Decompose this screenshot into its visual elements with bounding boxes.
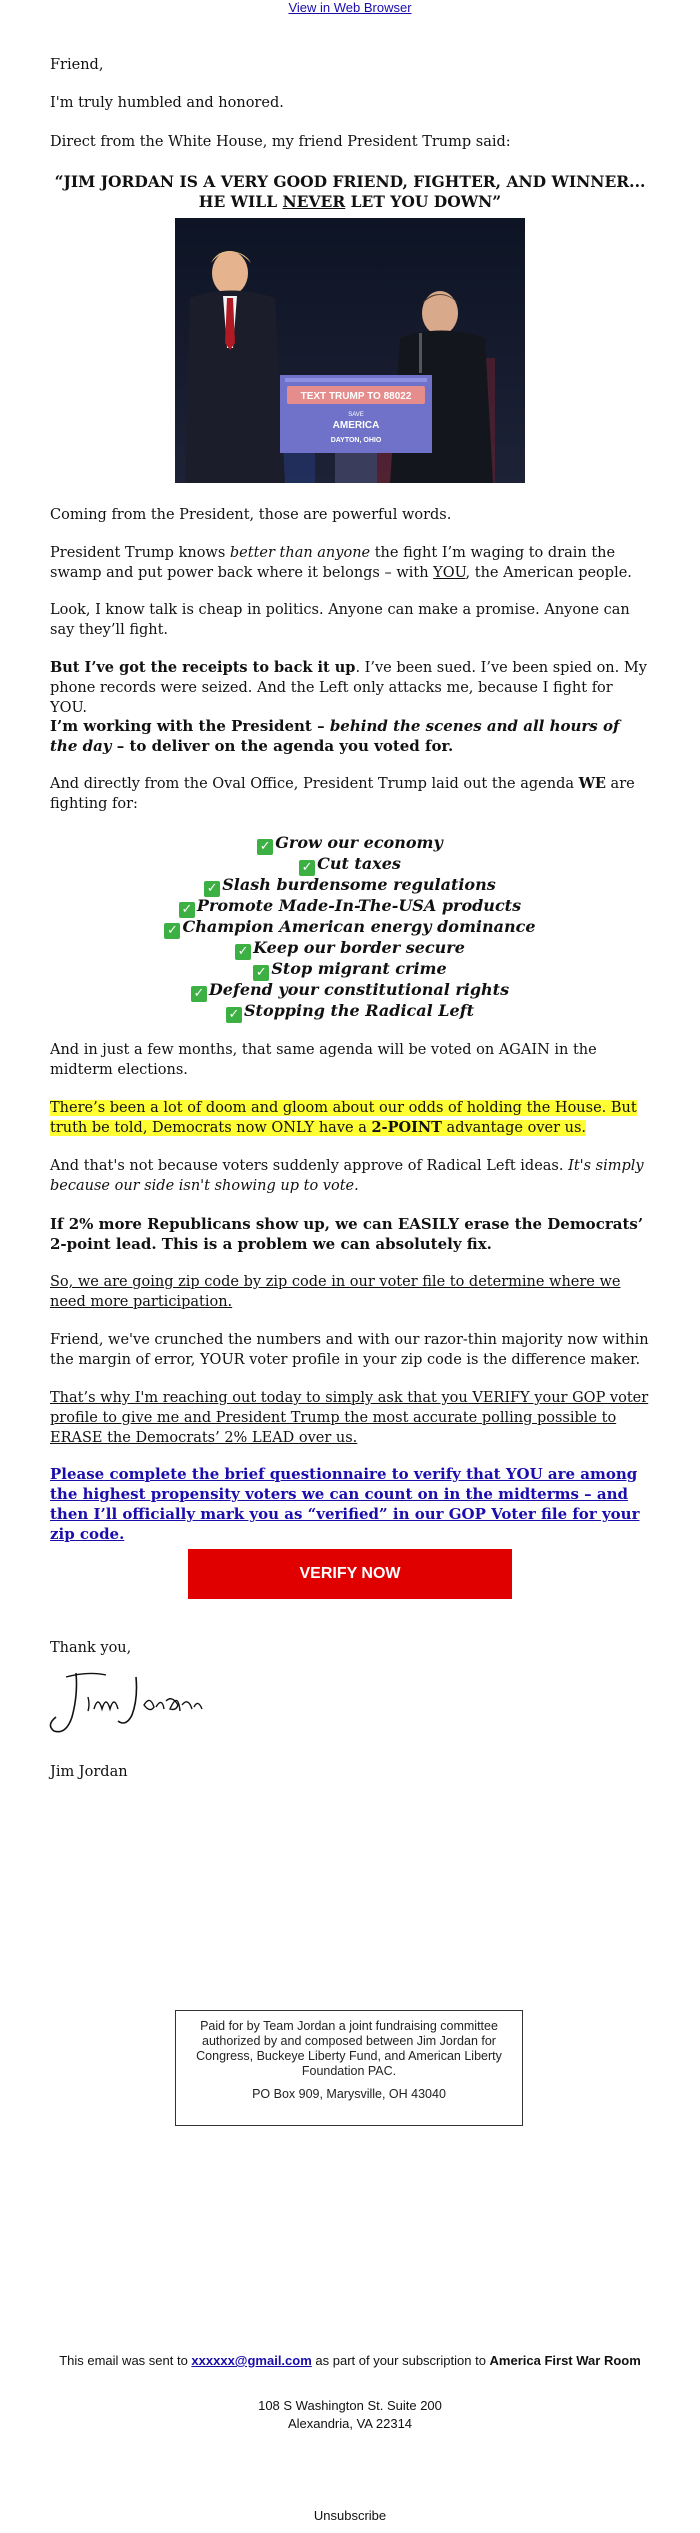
signature-image [48, 1665, 208, 1740]
podium-text: TEXT TRUMP TO 88022 [300, 391, 412, 402]
agenda-item: ✓ Cut taxes [0, 853, 700, 874]
rally-photo [175, 218, 525, 483]
subscription-notice: This email was sent to xxxxxx@gmail.com as part of your subscription to America First War Room [59, 2353, 641, 2368]
verify-now-button[interactable]: VERIFY NOW [188, 1549, 512, 1599]
view-in-browser-row [0, 0, 700, 15]
podium-sub: SAVE [348, 412, 364, 418]
paragraph-months: And in just a few months, that same agenda will be voted on AGAIN in the midterm elections. [50, 1042, 597, 1078]
greeting: Friend, [50, 57, 104, 73]
podium-location: DAYTON, OHIO [330, 437, 382, 444]
checkmark-icon: ✓ [179, 902, 195, 918]
paragraph-not-because: And that's not because voters suddenly approve of Radical Left ideas. It's simply because our side isn't showing up to vote. [50, 1158, 644, 1194]
paid-for-disclaimer [175, 2010, 523, 2126]
paragraph-two-percent: If 2% more Republicans show up, we can EASILY erase the Democrats’ 2-point lead. This is a problem we can absolutely fix. [50, 1215, 644, 1253]
paragraph-look: Look, I know talk is cheap in politics. Anyone can make a promise. Anyone can say they’ll fight. [50, 602, 630, 638]
paid-for-address: PO Box 909, Marysville, OH 43040 [252, 2087, 446, 2101]
agenda-item: ✓ Champion American energy dominance [0, 916, 700, 937]
agenda-item: ✓ Stop migrant crime [0, 958, 700, 979]
signature-drawing [48, 1665, 208, 1740]
rally-photo-illustration [175, 218, 525, 483]
checkmark-icon: ✓ [235, 944, 251, 960]
agenda-item: ✓ Grow our economy [0, 832, 700, 853]
paid-for-text: Paid for by Team Jordan a joint fundraising committee authorized by and composed between Jim Jordan for Congress, Buckeye Liberty Fund, and American Liberty Foundation PAC. [196, 2019, 502, 2078]
checkmark-icon: ✓ [204, 881, 220, 897]
paragraph-direct: Direct from the White House, my friend President Trump said: [50, 134, 511, 150]
checkmark-icon: ✓ [164, 923, 180, 939]
paragraph-verify: That’s why I'm reaching out today to simply ask that you VERIFY your GOP voter profile to give me and President Trump the most accurate polling possible to ERASE the Democrats’ 2% LEAD over us. [50, 1390, 649, 1446]
agenda-item: ✓ Keep our border secure [0, 937, 700, 958]
quote-line-2: HE WILL NEVER LET YOU DOWN” [198, 192, 502, 211]
paragraph-doom: There’s been a lot of doom and gloom about our odds of holding the House. But truth be told, Democrats now ONLY have a 2-POINT advantage over us. [50, 1100, 637, 1136]
paragraph-coming: Coming from the President, those are powerful words. [50, 507, 452, 523]
agenda-item: ✓ Defend your constitutional rights [0, 979, 700, 1000]
quote-line-1: “JIM JORDAN IS A VERY GOOD FRIEND, FIGHTER, AND WINNER... [54, 172, 646, 191]
trump-quote [0, 172, 700, 212]
questionnaire-link[interactable]: Please complete the brief questionnaire to verify that YOU are among the highest propensity voters we can count on in the midterms – and then I’ll officially mark you as “verified” in our GOP Voter file for your zip code. [50, 1465, 640, 1543]
checkmark-icon: ✓ [257, 839, 273, 855]
checkmark-icon: ✓ [191, 986, 207, 1002]
paragraph-humbled: I'm truly humbled and honored. [50, 95, 284, 111]
podium-big: AMERICA [332, 420, 380, 431]
checkmark-icon: ✓ [299, 860, 315, 876]
thank-you: Thank you, [50, 1640, 132, 1656]
agenda-item: ✓ Slash burdensome regulations [0, 874, 700, 895]
view-in-browser-link[interactable]: View in Web Browser [288, 0, 412, 15]
footer-address-2: Alexandria, VA 22314 [287, 2416, 413, 2431]
paragraph-working: I’m working with the President – behind the scenes and all hours of the day – to deliver on the agenda you voted for. [50, 717, 620, 755]
agenda-item: ✓ Stopping the Radical Left [0, 1000, 700, 1021]
agenda-item: ✓ Promote Made-In-The-USA products [0, 895, 700, 916]
signer-name: Jim Jordan [50, 1764, 128, 1780]
paragraph-oval: And directly from the Oval Office, President Trump laid out the agenda WE are fighting for: [50, 775, 635, 812]
footer-address-1: 108 S Washington St. Suite 200 [258, 2398, 442, 2413]
paragraph-receipts: But I’ve got the receipts to back it up. I’ve been sued. I’ve been spied on. My phone records were seized. And the Left only attacks me, because I fight for YOU. [50, 659, 647, 716]
recipient-email-link[interactable]: xxxxxx@gmail.com [191, 2353, 312, 2368]
agenda-list [0, 832, 700, 1021]
checkmark-icon: ✓ [253, 965, 269, 981]
paragraph-knows: President Trump knows better than anyone the fight I’m waging to drain the swamp and put power back where it belongs – with YOU, the American people. [50, 545, 632, 581]
checkmark-icon: ✓ [226, 1007, 242, 1023]
paragraph-zip-code: So, we are going zip code by zip code in our voter file to determine where we need more participation. [50, 1274, 621, 1310]
unsubscribe-link[interactable]: Unsubscribe [313, 2508, 387, 2523]
paragraph-crunched: Friend, we've crunched the numbers and with our razor-thin majority now within the margin of error, YOUR voter profile in your zip code is the difference maker. [50, 1332, 649, 1368]
